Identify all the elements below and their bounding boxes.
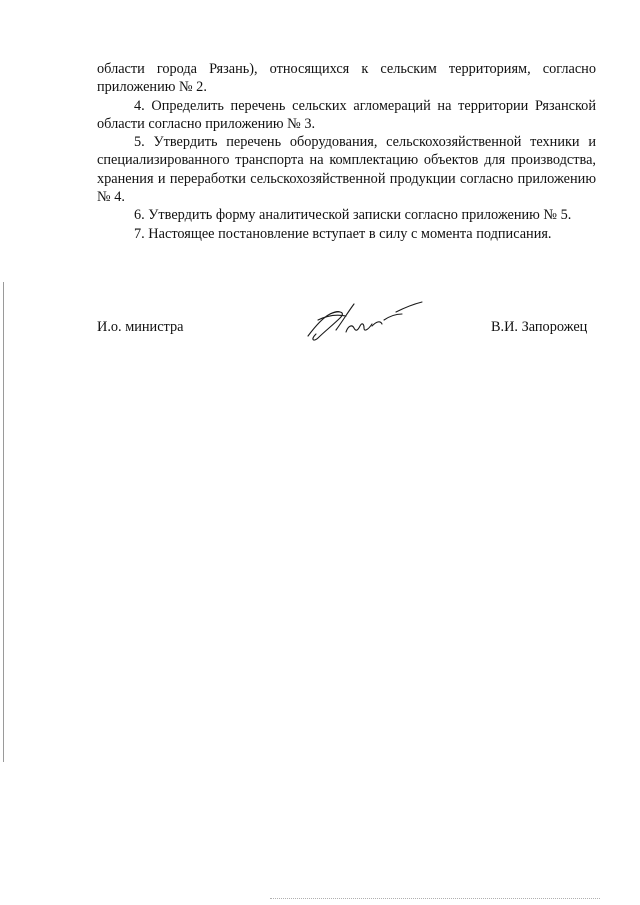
- paragraph-item-6: 6. Утвердить форму аналитической записки согласно приложению № 5.: [134, 207, 572, 224]
- paragraph-item-5: 5. Утвердить перечень оборудования, сельскохозяйственной техники и специализированного транспорта на комплектацию объектов для производства, хранения и переработки сельскохозяйственной продукции согласно приложению № 4.: [97, 134, 596, 206]
- paragraph-continuation: области города Рязань), относящихся к сельским территориям, согласно приложению № 2.: [97, 61, 596, 96]
- handwritten-signature: [300, 292, 430, 344]
- signatory-name: В.И. Запорожец: [491, 319, 588, 335]
- paragraph-item-7: 7. Настоящее постановление вступает в силу с момента подписания.: [134, 225, 552, 242]
- scan-margin-line: [3, 282, 4, 762]
- document-body: [97, 60, 596, 243]
- paragraph-item-4: 4. Определить перечень сельских агломераций на территории Рязанской области согласно приложению № 3.: [97, 97, 596, 132]
- signatory-title: И.о. министра: [97, 319, 184, 335]
- scan-bottom-edge: [270, 898, 600, 899]
